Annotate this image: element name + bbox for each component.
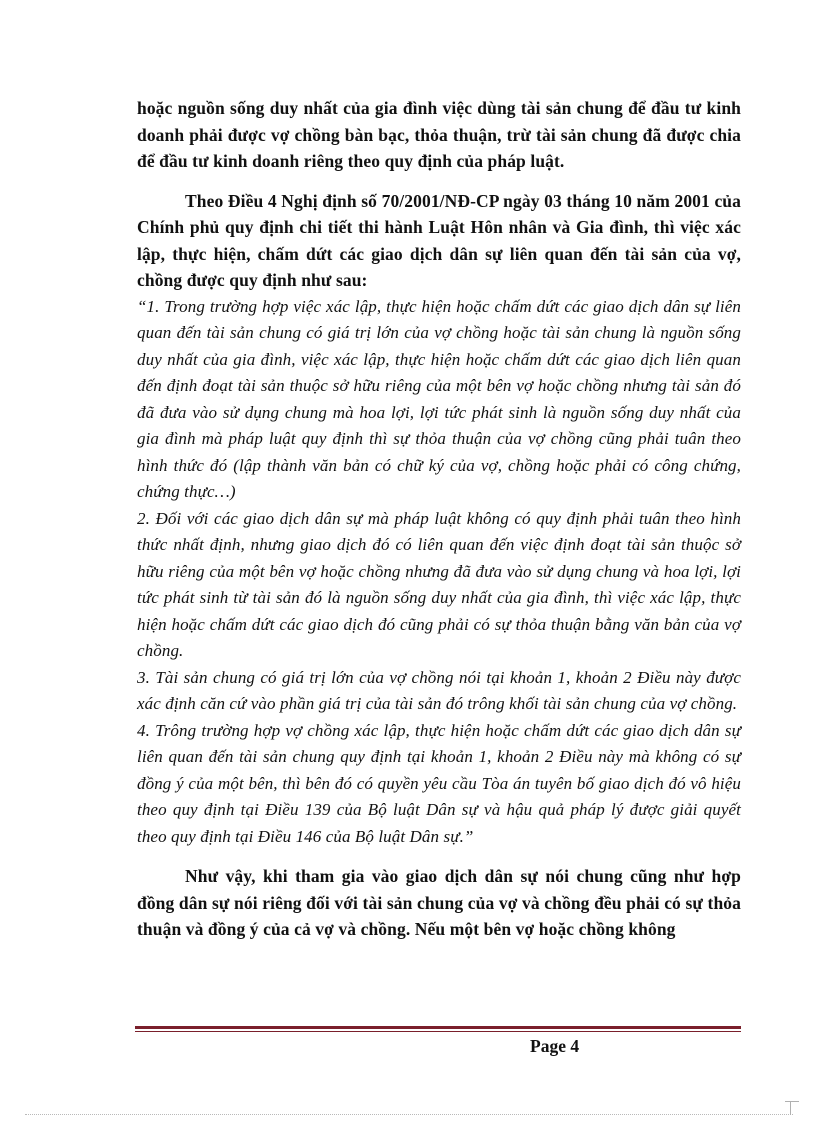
quote-clause-4: 4. Trông trường hợp vợ chồng xác lập, thực hiện hoặc chấm dứt các giao dịch dân sự liên quan đến tài sản chung quy định tại khoản 1, khoản 2 Điều này mà không có sự đồng ý của một bên, thì bên đó có quyền yêu cầu Tòa án tuyên bố giao dịch đó vô hiệu theo quy định tại Điều 139 của Bộ luật Dân sự và hậu quả pháp lý được giải quyết theo quy định tại Điều 146 của Bộ luật Dân sự.” xyxy=(137,720,741,846)
page-body xyxy=(137,95,741,943)
page-number: Page 4 xyxy=(530,1036,580,1056)
paragraph-conclusion: Như vậy, khi tham gia vào giao dịch dân sự nói chung cũng như hợp đồng dân sự nói riêng đối với tài sản chung của vợ và chồng đều phải có sự thỏa thuận và đồng ý của cả vợ và chồng. Nếu một bên vợ hoặc chồng không xyxy=(137,866,741,939)
quote-clause-1: “1. Trong trường hợp việc xác lập, thực hiện hoặc chấm dứt các giao dịch dân sự liên quan đến tài sản chung có giá trị lớn của vợ chồng hoặc tài sản chung là nguồn sống duy nhất của gia đình, việc xác lập, thực hiện hoặc chấm dứt các giao dịch liên quan đến định đoạt tài sản thuộc sở hữu riêng của một bên vợ hoặc chồng nhưng tài sản đó đã đưa vào sử dụng chung mà hoa lợi, lợi tức phát sinh là nguồn sống duy nhất của gia đình mà pháp luật quy định thì sự thỏa thuận của vợ chồng cũng phải tuân theo hình thức đó (lập thành văn bản có chữ ký của vợ, chồng hoặc phải có công chứng, chứng thực…) xyxy=(137,296,741,501)
page-boundary-line xyxy=(25,1114,793,1115)
crop-mark-vertical xyxy=(790,1101,791,1115)
crop-mark-horizontal xyxy=(785,1101,799,1102)
footer-rule-thin xyxy=(135,1031,741,1032)
paragraph-decree-intro: Theo Điều 4 Nghị định số 70/2001/NĐ-CP ngày 03 tháng 10 năm 2001 của Chính phủ quy định chi tiết thi hành Luật Hôn nhân và Gia đình, thì việc xác lập, thực hiện, chấm dứt các giao dịch dân sự liên quan đến tài sản của vợ, chồng được quy định như sau: xyxy=(137,190,741,290)
quote-clause-2: 2. Đối với các giao dịch dân sự mà pháp luật không có quy định phải tuân theo hình thức nhất định, nhưng giao dịch đó có liên quan đến việc định đoạt tài sản thuộc sở hữu riêng của một bên vợ hoặc chồng nhưng đã đưa vào sử dụng chung và hoa lợi, lợi tức phát sinh từ tài sản đó là nguồn sống duy nhất của gia đình, thì việc xác lập, thực hiện hoặc chấm dứt các giao dịch đó cũng phải có sự thỏa thuận bằng văn bản của vợ chồng. xyxy=(137,508,741,660)
footer-rule-thick xyxy=(135,1026,741,1029)
quote-clause-3: 3. Tài sản chung có giá trị lớn của vợ chồng nói tại khoản 1, khoản 2 Điều này được xác định căn cứ vào phần giá trị của tài sản đó trông khối tài sản chung của vợ chồng. xyxy=(137,667,741,713)
paragraph-continuation: hoặc nguồn sống duy nhất của gia đình việc dùng tài sản chung để đầu tư kinh doanh phải được vợ chồng bàn bạc, thỏa thuận, trừ tài sản chung đã được chia để đầu tư kinh doanh riêng theo quy định của pháp luật. xyxy=(137,98,741,171)
